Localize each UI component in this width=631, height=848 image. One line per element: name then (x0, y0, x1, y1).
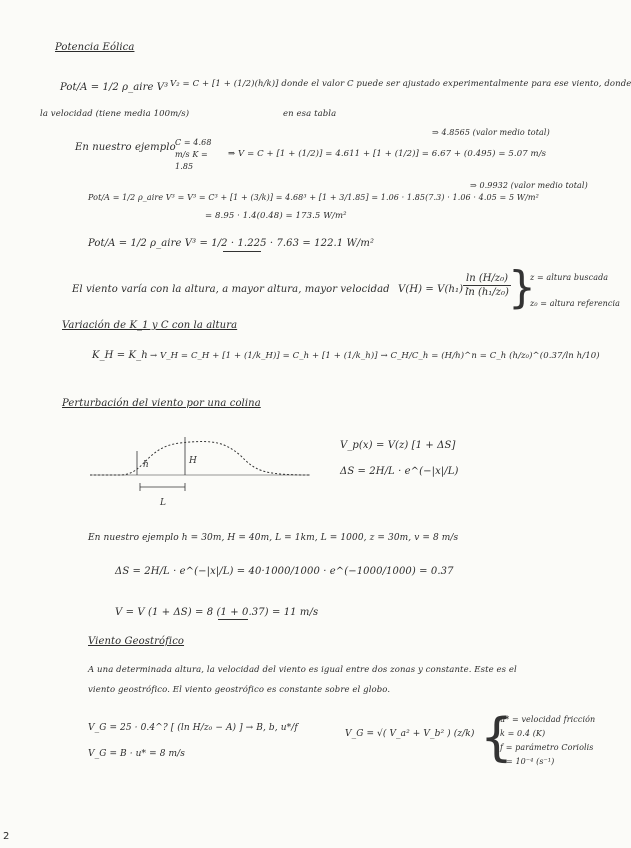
hill-label-h: h (143, 460, 149, 470)
text-geostrophic-1: A una determinada altura, la velocidad del viento es igual entre dos zonas y constante. Este es el (88, 665, 517, 675)
fraction-denominator: ln (h₁/z₀) (465, 287, 509, 298)
formula-example-velocity: ⇒ V = C + [1 + (1/2)] = 4.611 + [1 + (1/2)] = 6.67 + (0.495) = 5.07 m/s (228, 149, 547, 159)
underline-result (223, 251, 261, 252)
legend-ustar: u* = velocidad fricción (500, 715, 596, 724)
formula-k-equal: K_H = K_h (92, 350, 148, 361)
brace-geostrophic-legend: { (480, 708, 514, 768)
formula-power-density: Pot/A = 1/2 ρ_aire V³ (60, 82, 169, 93)
text-example: En nuestro ejemplo (75, 142, 176, 153)
note-mean-1: ⇒ 4.8565 (valor medio total) (432, 128, 550, 137)
formula-delta-s: ΔS = 2H/L · e^(−|x|/L) (340, 466, 459, 477)
formula-power-result: = 8.95 · 1.4(0.48) = 173.5 W/m² (205, 211, 347, 221)
legend-z0: z₀ = altura referencia (530, 299, 621, 308)
formula-perturbed-velocity: V_p(x) = V(z) [1 + ΔS] (340, 440, 456, 451)
example-params: C = 4.68 m/s K = 1.85 (175, 138, 212, 171)
page-number: 2 (3, 831, 10, 842)
legend-f-value: = 10⁻⁴ (s⁻¹) (506, 757, 555, 766)
formula-geostrophic-log: V_G = 25 · 0.4^? [ (ln H/z₀ − A) ] → B, b, u*/f (88, 723, 298, 733)
text-velocity-mean: la velocidad (tiene media 100m/s) (40, 109, 190, 119)
legend-f: f = parámetro Coriolis (500, 743, 594, 752)
heading-variacion-k-c: Variación de K_1 y C con la altura (62, 320, 238, 331)
underline-velocity (218, 619, 248, 620)
hill-label-H: H (189, 456, 197, 466)
legend-z: z = altura buscada (530, 273, 609, 282)
formula-c-scaling: → V_H = C_H + [1 + (1/k_H)] = C_h + [1 + (1/k_h)] → C_H/C_h = (H/h)^n = C_h (h/z₀)^(0.37/ln h/10) (150, 351, 600, 361)
heading-viento-geostrofico: Viento Geostrófico (88, 636, 185, 647)
fraction-bar (463, 285, 511, 286)
text-geostrophic-2: viento geostrófico. El viento geostrófico es constante sobre el globo. (88, 685, 391, 695)
formula-velocity-result: V = V (1 + ΔS) = 8 (1 + 0.37) = 11 m/s (115, 607, 319, 618)
formula-velocity-c: V₂ = C + [1 + (1/2)(h/k)] donde el valor C puede ser ajustado experimentalmente para ese viento, donde (170, 79, 631, 89)
text-table-ref: en esa tabla (283, 109, 337, 119)
legend-k: k = 0.4 (K) (500, 729, 546, 738)
brace-height-legend: } (508, 262, 536, 313)
formula-height-law: V(H) = V(h₁) · (398, 284, 470, 295)
text-example-hill: En nuestro ejemplo h = 30m, H = 40m, L = 1km, L = 1000, z = 30m, v = 8 m/s (88, 533, 459, 543)
hill-perturbation-diagram (85, 425, 315, 515)
formula-power-calc: Pot/A = 1/2 ρ_aire V³ = V³ = C³ + [1 + (3/k)] = 4.68³ + [1 + 3/1.85] = 1.06 · 1.85(7.3) · 1.06 · 4.05 = 5 W/m² (88, 193, 539, 202)
formula-power-final: Pot/A = 1/2 ρ_aire V³ = 1/2 · 1.225 · 7.63 = 122.1 W/m² (88, 238, 375, 249)
fraction-log-law (463, 273, 511, 298)
heading-potencia-eolica: Potencia Eólica (55, 42, 135, 53)
hill-label-L: L (160, 498, 166, 508)
heading-perturbacion-colina: Perturbación del viento por una colina (62, 398, 261, 409)
note-mean-2: ⇒ 0.9932 (valor medio total) (470, 181, 588, 190)
fraction-numerator: ln (H/z₀) (466, 273, 508, 284)
formula-delta-s-calc: ΔS = 2H/L · e^(−|x|/L) = 40·1000/1000 · e^(−1000/1000) = 0.37 (115, 566, 454, 577)
formula-geostrophic-result: V_G = B · u* = 8 m/s (88, 749, 185, 759)
formula-geostrophic-sqrt: V_G = √( V_a² + V_b² ) (z/k) (345, 729, 475, 739)
text-wind-height: El viento varía con la altura, a mayor altura, mayor velocidad (72, 284, 390, 295)
hill-profile-curve (90, 442, 310, 476)
